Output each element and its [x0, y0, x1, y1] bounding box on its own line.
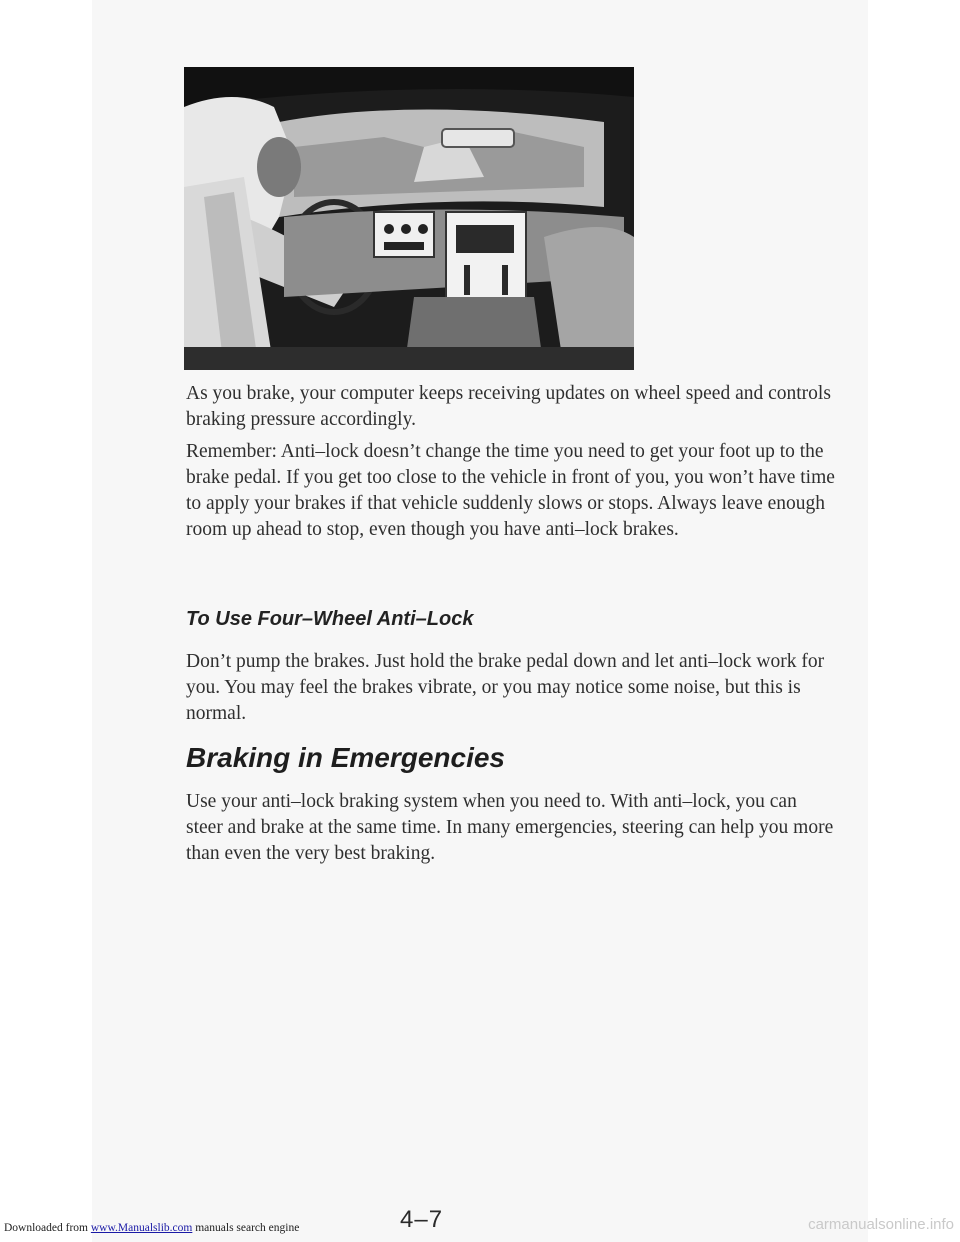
footer-download-note: [4, 1222, 299, 1234]
section-heading-braking-emergencies: Braking in Emergencies: [186, 742, 506, 773]
paragraph-remember: Remember: Anti–lock doesn’t change the time you need to get your foot up to the brake pedal. If you get too close to the vehicle in front of you, you won’t have time to apply your brakes if that vehicle suddenly slows or stops. Always leave enough room up ahead to stop, even though you have anti–lock brakes.: [186, 441, 835, 540]
paragraph-dont-pump: Don’t pump the brakes. Just hold the brake pedal down and let anti–lock work for you. You may feel the brakes vibrate, or you may notice some noise, but this is normal.: [186, 651, 825, 724]
footer-suffix: manuals search engine: [192, 1222, 300, 1234]
paragraph-brake-updates: As you brake, your computer keeps receiving updates on wheel speed and controls braking pressure accordingly.: [186, 383, 831, 430]
footer-watermark: carmanualsonline.info: [808, 1216, 954, 1233]
paragraph-use-anti-lock: Use your anti–lock braking system when you need to. With anti–lock, you can steer and brake at the same time. In many emergencies, steering can help you more than even the very best braking.: [186, 791, 834, 864]
footer-prefix: Downloaded from: [4, 1222, 91, 1234]
braking-illustration: [184, 67, 634, 370]
manualslib-link[interactable]: www.Manualslib.com: [90, 1222, 193, 1234]
subheading-four-wheel-anti-lock: To Use Four–Wheel Anti–Lock: [186, 608, 474, 630]
braking-illustration-drawing: [184, 67, 634, 370]
page-number: 4–7: [400, 1206, 444, 1233]
